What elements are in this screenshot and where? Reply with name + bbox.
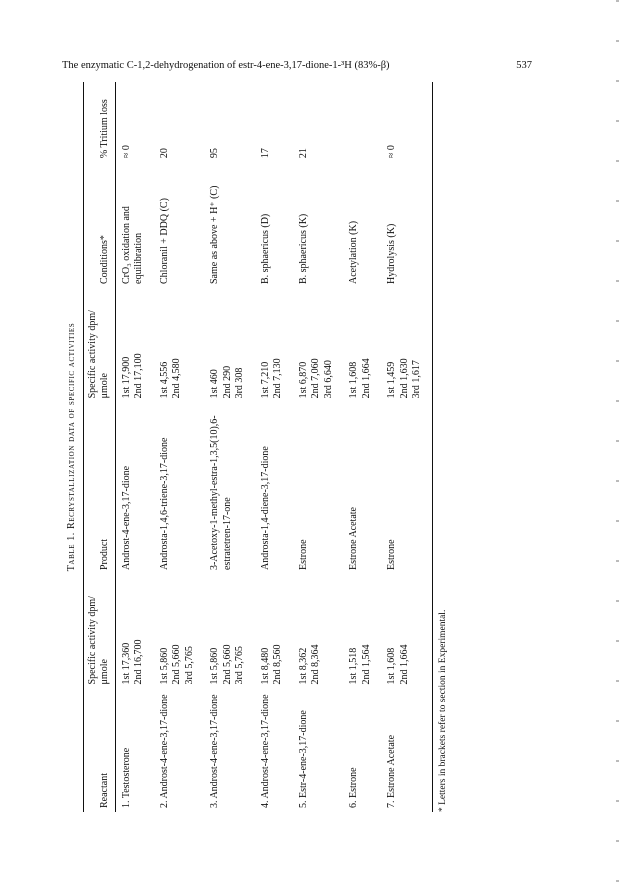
cell-specific-activity-1 [115,574,154,688]
cell-reactant: 7. Estrone Acetate [386,734,397,808]
cell-conditions: Same as above + H⁺ (C) [209,185,220,284]
cell-specific-activity-1 [255,574,293,688]
table-row [293,82,344,812]
cell-product: 3-Acetoxy-1-methyl-estra-1,3,5(10),6-estratetren-17-one [209,415,233,571]
cell-specific-activity-1-line: 1st 8,480 [259,647,271,685]
table-body [115,82,432,812]
cell-tritium-loss: ≈ 0 [386,145,397,159]
cell-specific-activity-2 [293,288,344,402]
cell-product: Androsta-1,4,6-triene-3,17-dione [158,437,170,571]
table-row [115,82,154,812]
cell-specific-activity-1-line: 2nd 16,700 [133,639,144,685]
cell-product: Estrone Acetate [348,507,359,571]
cell-specific-activity-1-line: 2nd 5,660 [171,644,182,685]
header-reactant: Reactant [99,773,110,808]
cell-specific-activity-1-line: 3rd 5,765 [234,646,245,685]
cell-reactant: 1. Testosterone [120,747,132,808]
cell-specific-activity-1-line: 1st 5,860 [209,647,220,685]
cell-specific-activity-2-line: 2nd 17,100 [133,353,144,399]
page-number: 537 [516,60,532,71]
table-row [154,82,205,812]
cell-specific-activity-1 [381,574,432,688]
cell-specific-activity-1-line: 1st 5,860 [158,647,170,685]
cell-specific-activity-2-line: 1st 6,870 [297,361,309,399]
cell-specific-activity-1-line: 1st 17,360 [120,642,132,685]
cell-conditions: Hydrolysis (K) [386,223,397,284]
header-specific-activity-2: Specific activity dpm/μmole [86,310,110,399]
cell-reactant: 2. Androst-4-ene-3,17-dione [158,694,170,808]
cell-product: Estrone [297,539,309,571]
cell-specific-activity-1-line: 3rd 5,765 [183,646,195,685]
cell-specific-activity-1-line: 2nd 1,664 [398,644,410,685]
cell-reactant: 5. Estr-4-ene-3,17-dione [297,710,309,808]
cell-specific-activity-2-line: 2nd 1,664 [360,358,372,399]
table-row [381,82,432,812]
cell-specific-activity-2 [115,288,154,402]
cell-specific-activity-1-line: 1st 1,518 [348,647,359,685]
cell-tritium-loss: ≈ 0 [120,145,132,159]
cell-specific-activity-1-line: 1st 1,608 [386,647,397,685]
cell-specific-activity-1 [204,574,255,688]
cell-specific-activity-2-line: 3rd 1,617 [411,360,422,399]
cell-specific-activity-2-line: 1st 4,556 [158,361,170,399]
cell-product: Androsta-1,4-diene-3,17-dione [259,446,271,571]
cell-specific-activity-2-line: 2nd 290 [221,365,233,399]
cell-product: Androst-4-ene-3,17-dione [120,465,132,571]
cell-tritium-loss: 20 [158,148,170,159]
cell-specific-activity-2-line: 1st 460 [209,369,220,399]
cell-specific-activity-2-line: 1st 1,459 [386,361,397,399]
cell-reactant: 4. Androst-4-ene-3,17-dione [259,694,271,808]
cell-specific-activity-1-line: 2nd 8,560 [272,644,283,685]
cell-specific-activity-2-line: 2nd 7,060 [310,358,321,399]
cell-specific-activity-1 [293,574,344,688]
cell-tritium-loss [343,82,381,162]
cell-conditions: Chloranil + DDQ (C) [158,198,170,284]
table-header-row [83,82,115,812]
header-specific-activity-1: Specific activity dpm/μmole [86,596,110,685]
table-caption: Table 1. Recrystallization data of specific activities [66,322,77,572]
running-head-title: The enzymatic C-1,2-dehydrogenation of estr-4-ene-3,17-dione-1-³H (83%-β) [62,60,390,71]
cell-specific-activity-2-line: 1st 7,210 [259,361,271,399]
cell-specific-activity-1 [154,574,205,688]
cell-tritium-loss: 21 [297,148,309,159]
cell-specific-activity-1 [343,574,381,688]
scan-edge-marks [616,0,619,893]
table-row [204,82,255,812]
cell-reactant: 3. Androst-4-ene-3,17-dione [209,694,220,808]
cell-specific-activity-1-line: 2nd 1,564 [360,644,372,685]
cell-conditions: CrO₃ oxidation and equilibration [120,206,144,284]
table-footnote: * Letters in brackets refer to section in Experimental. [437,609,448,812]
header-product: Product [99,538,110,571]
cell-product: Estrone [386,539,397,571]
cell-specific-activity-1-line: 1st 8,362 [297,647,309,685]
cell-specific-activity-2 [343,288,381,402]
table-row [343,82,381,812]
cell-specific-activity-2-line: 1st 17,900 [120,356,132,399]
cell-specific-activity-2 [204,288,255,402]
cell-specific-activity-2-line: 3rd 308 [234,367,245,399]
table-row [255,82,293,812]
cell-specific-activity-2-line: 2nd 1,630 [398,358,410,399]
header-tritium-loss: % Tritium loss [99,99,110,159]
cell-conditions: Acetylation (K) [348,220,359,284]
cell-specific-activity-2 [255,288,293,402]
cell-specific-activity-2-line: 3rd 6,640 [322,360,334,399]
cell-tritium-loss: 95 [209,148,220,159]
cell-specific-activity-2-line: 1st 1,608 [348,361,359,399]
cell-specific-activity-1-line: 2nd 8,364 [310,644,321,685]
cell-specific-activity-2-line: 2nd 4,580 [171,358,182,399]
cell-reactant: 6. Estrone [348,767,359,808]
cell-tritium-loss: 17 [259,148,271,159]
cell-specific-activity-2 [154,288,205,402]
cell-specific-activity-2 [381,288,432,402]
recrystallization-table [83,82,433,812]
cell-conditions: B. sphaericus (K) [297,213,309,284]
running-head [62,60,532,71]
rotated-table-block [60,82,460,812]
cell-specific-activity-1-line: 2nd 5,660 [221,644,233,685]
cell-conditions: B. sphaericus (D) [259,213,271,284]
cell-specific-activity-2-line: 2nd 7,130 [272,358,283,399]
header-conditions: Conditions* [99,235,110,284]
